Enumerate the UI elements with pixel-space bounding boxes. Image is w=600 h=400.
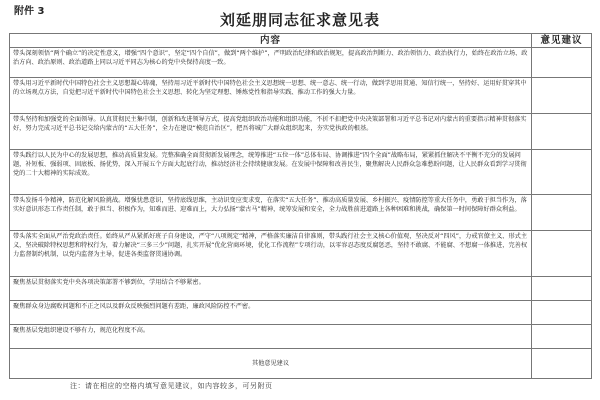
table-row [10, 150, 592, 195]
other-suggestions-label: 其他意见建议 [10, 349, 532, 379]
table-row [10, 277, 592, 301]
form-title: 刘延朋同志征求意见表 [219, 11, 380, 29]
footnote: 注：请在相应的空格内填写意见建议，如内容较多，可另附页 [70, 382, 273, 390]
item-text: 聚焦基层党组织建设不够有力，规范化程度不高。 [10, 325, 532, 349]
suggestion-cell[interactable] [532, 277, 592, 301]
item-text: 带头落实全面从严治党政治责任。始终从严从紧抓好班子自身建设，严守“八项规定”精神，严格落实廉洁自律准则，带头践行社会主义核心价值观，坚决反对“四风”，力戒官僚主义、形式主义，坚决破除特权思想和特权行为，着力解决“三多三少”问题，扎实开展“优化营商环境，优化工作流程”专项行动，以零容忍态度反腐惩恶，坚持不敢腐、不能腐、不想腐一体推进，完善权力监督制约机制，以党内监督为主导，促进各类监督贯通协调。 [10, 231, 532, 277]
item-text: 聚焦群众身边腐败问题和不正之风以及群众反映强烈问题有差距，廉政风险防控不严密。 [10, 301, 532, 325]
item-text: 带头深刻领悟“两个确立”的决定性意义，增强“四个意识”，坚定“四个自信”，做到“两个维护”，严明政治纪律和政治规矩，提高政治判断力、政治领悟力、政治执行力，始终在政治立场、政治方向、政治原则、政治道路上同以习近平同志为核心的党中央保持高度一致。 [10, 48, 532, 78]
table-row [10, 301, 592, 325]
table-row [10, 231, 592, 277]
table-row [10, 195, 592, 231]
suggestion-cell[interactable] [532, 195, 592, 231]
table-row [10, 48, 592, 78]
other-suggestions-cell[interactable] [532, 349, 592, 379]
item-text: 带头发扬斗争精神，防范化解风险挑战。增强忧患意识，坚持底线思维，主动识变应变求变，在落实“五大任务”、推动高质量发展、乡村振兴、疫情防控等重大任务中，勇敢于担当作为，落实好意识形态工作责任制，敢于担当、积极作为，知难而进、迎难而上，大力弘扬“蒙古马”精神，统筹发展和安全，全力战胜前进道路上各种困难和挑战，确保第一时间保障好群众利益。 [10, 195, 532, 231]
header-suggestion: 意见建议 [532, 34, 592, 48]
suggestion-cell[interactable] [532, 114, 592, 150]
suggestion-cell[interactable] [532, 150, 592, 195]
opinion-table [9, 33, 592, 379]
header-content: 内容 [10, 34, 532, 48]
table-header-row [10, 34, 592, 48]
suggestion-cell[interactable] [532, 48, 592, 78]
item-text: 带头用习近平新时代中国特色社会主义思想凝心铸魂，坚持用习近平新时代中国特色社会主义思想统一思想、统一意志、统一行动，做到学思用贯通、知信行统一，坚持好、运用好贯穿其中的立场观点方法，自觉把习近平新时代中国特色社会主义思想、转化为坚定理想、锤炼党性和指导实践、推动工作的强大力量。 [10, 78, 532, 114]
item-text: 带头践行以人民为中心的发展思想，推动高质量发展。完整准确全面贯彻新发展理念，统筹推进“五位一体”总体布局、协调推进“四个全面”战略布局，紧紧抓住解决不平衡不充分的发展问题，补短板、强弱项、固底板、扬优势，深入开展五个方面大起底行动，推动经济社会持续健康发展。在发展中保障和改善民生，聚焦解决人民群众急难愁盼问题，让人民群众看到学习贯彻党的二十大精神的实际成效。 [10, 150, 532, 195]
item-text: 聚焦基层贯彻落实党中央各项决策部署不够到位，学用结合不够紧密。 [10, 277, 532, 301]
table-row [10, 325, 592, 349]
table-row [10, 78, 592, 114]
suggestion-cell[interactable] [532, 231, 592, 277]
suggestion-cell[interactable] [532, 78, 592, 114]
suggestion-cell[interactable] [532, 301, 592, 325]
suggestion-cell[interactable] [532, 325, 592, 349]
table-row [10, 114, 592, 150]
footer-row [10, 349, 592, 379]
item-text: 带头坚持和加强党的全面领导。认真贯彻民主集中制，创新和改进领导方式，提高党组织政治功能和组织功能，不折不扣把党中央决策部署和习近平总书记对内蒙古的重要指示精神贯彻落实好，努力完成习近平总书记交给内蒙古的“五大任务”，全力在建设“模范自治区”，把吾将城广大群众组织起来，夯实党执政的根基。 [10, 114, 532, 150]
attachment-label: 附件 3 [14, 6, 45, 17]
